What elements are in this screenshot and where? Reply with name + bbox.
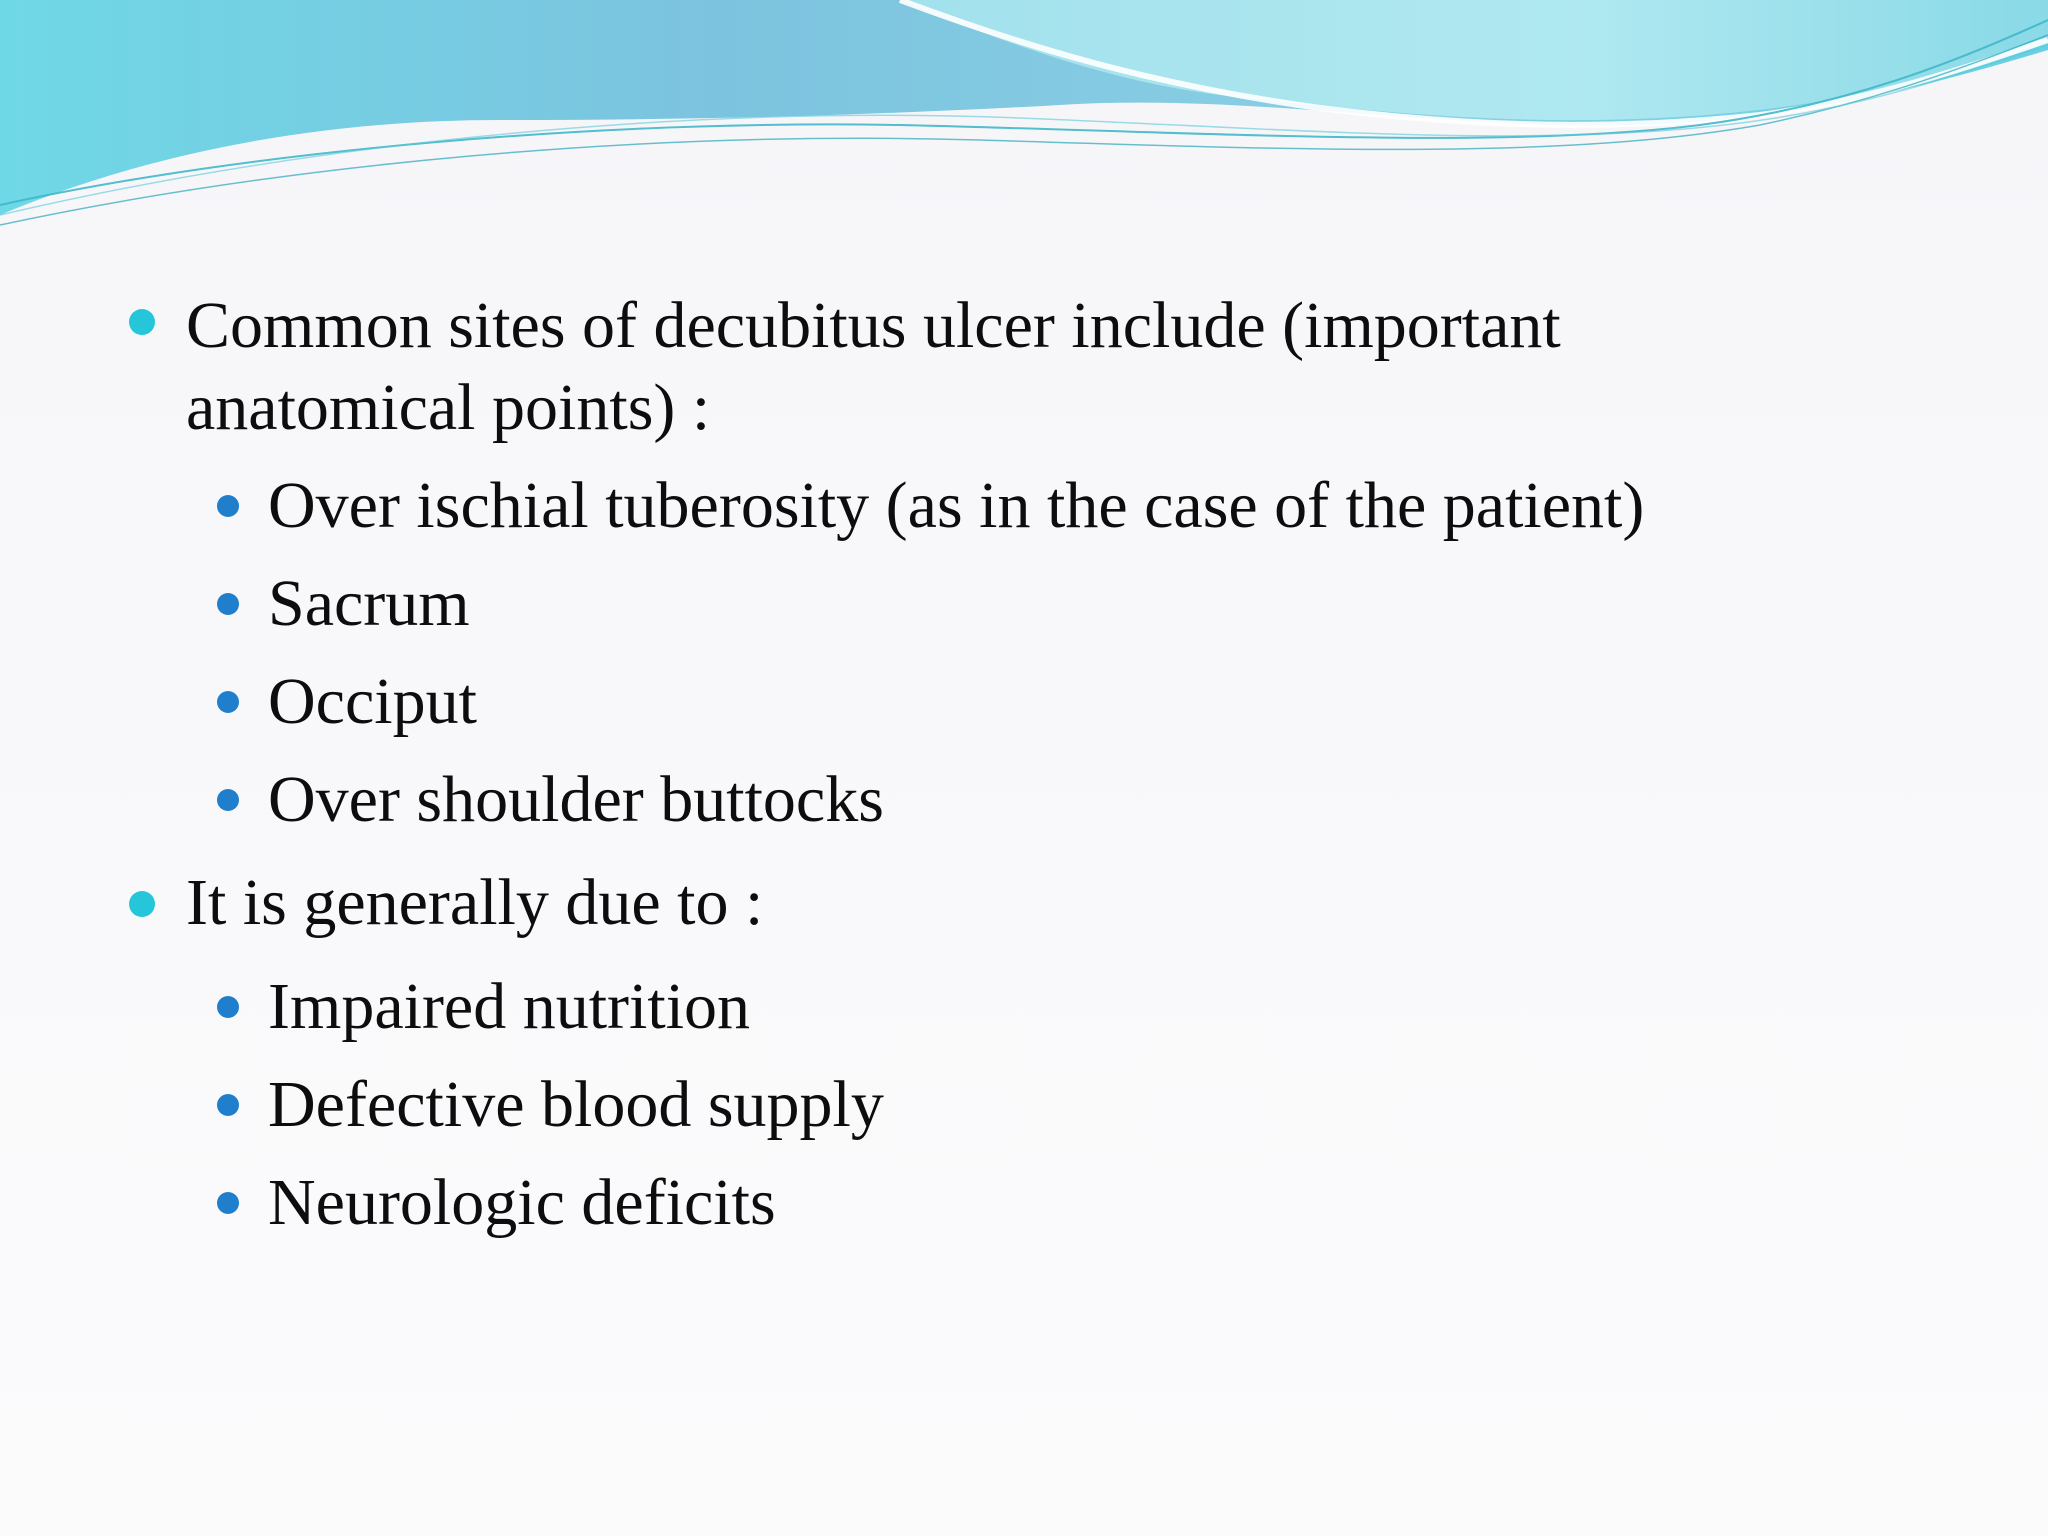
- subitem-impaired-nutrition: Impaired nutrition: [268, 970, 751, 1043]
- sub-bullet-icon: [217, 1094, 239, 1116]
- subitem-shoulder-buttocks: Over shoulder buttocks: [268, 763, 884, 836]
- sub-bullet-icon: [217, 495, 239, 517]
- bullet-icon: [129, 891, 155, 917]
- subitem-defective-blood-supply: Defective blood supply: [268, 1068, 884, 1141]
- sub-bullet-icon: [217, 789, 239, 811]
- subitem-ischial-tuberosity: Over ischial tuberosity (as in the case of the patient): [268, 469, 1645, 542]
- bullet-icon: [129, 309, 155, 335]
- bullet-generally-due-to: It is generally due to :: [186, 866, 764, 939]
- subitem-sacrum: Sacrum: [268, 567, 470, 640]
- sub-bullet-icon: [217, 1192, 239, 1214]
- bullet-common-sites: Common sites of decubitus ulcer include (important anatomical points) :: [186, 289, 1561, 444]
- sub-bullet-icon: [217, 691, 239, 713]
- subitem-neurologic-deficits: Neurologic deficits: [268, 1166, 776, 1239]
- sub-bullet-icon: [217, 593, 239, 615]
- subitem-occiput: Occiput: [268, 665, 477, 738]
- sub-bullet-icon: [217, 996, 239, 1018]
